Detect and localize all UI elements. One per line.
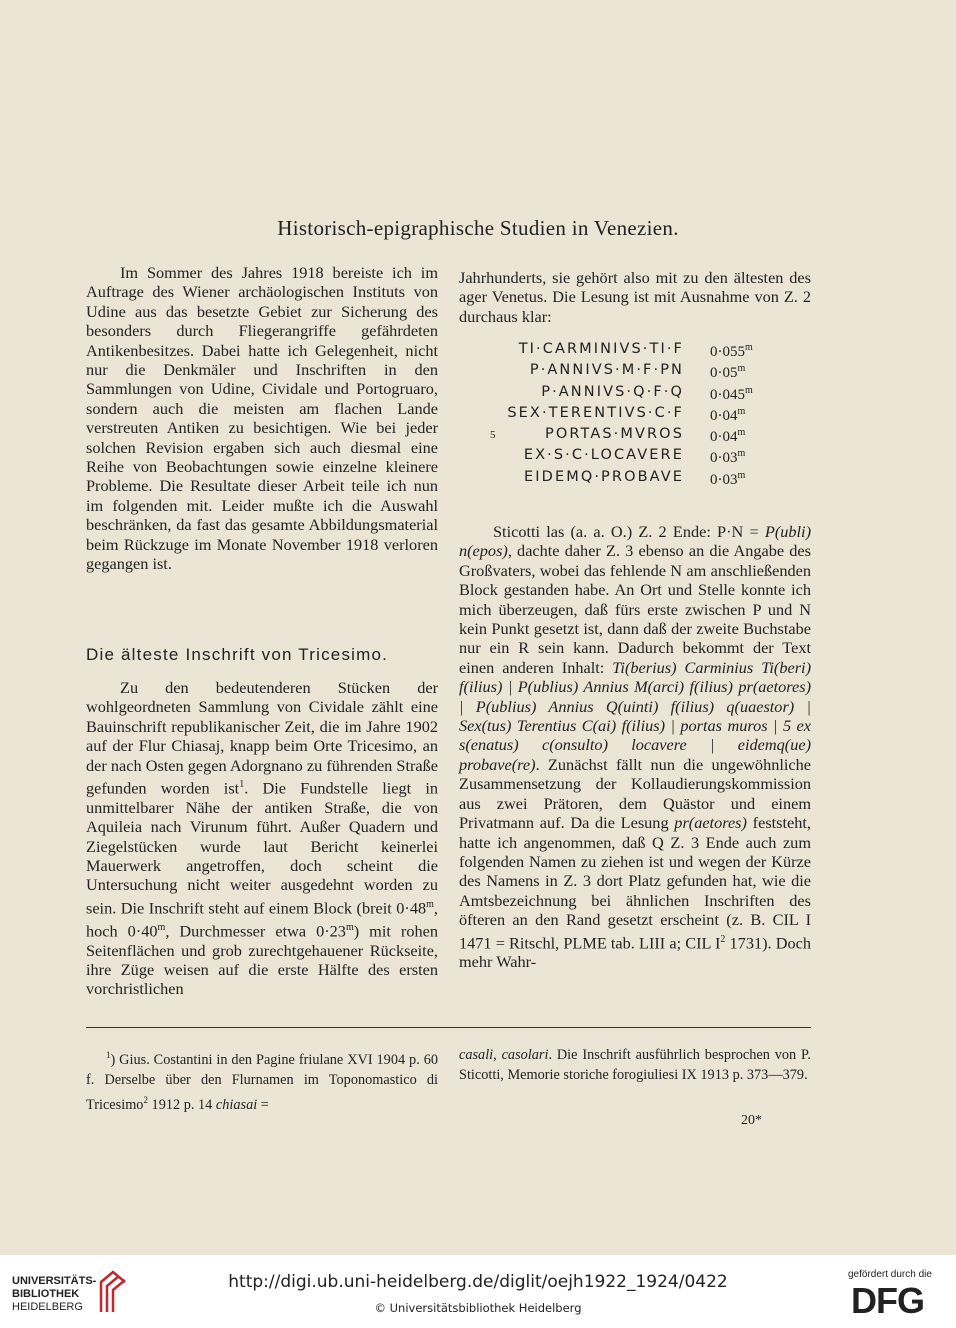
library-logo-text[interactable]: UNIVERSITÄTS- BIBLIOTHEK HEIDELBERG: [12, 1275, 97, 1313]
footnote-left: $^1$) Gius. Costantini in den Pagine friulane XVI 1904 p. 60 f. Derselbe über den Flurnamen im Toponomastico di Tricesimo$^2$ 1912 p. 14 chiasai =: [86, 1050, 438, 1113]
inscription-text: P·ANNIVS·Q·F·Q: [541, 383, 684, 400]
letter-height: $0\cdot 03^m$: [710, 448, 746, 467]
right-column-discussion: [459, 522, 811, 972]
footnote-right: casali, casolari. Die Inschrift ausführlich besprochen von P. Sticotti, Memorie storiche forogiuliesi IX 1913 p. 373—379.: [459, 1047, 811, 1083]
inscription-line: [480, 467, 800, 488]
inscription-line: [480, 360, 800, 381]
inscription-line: [480, 403, 800, 424]
letter-height: $0\cdot 03^m$: [710, 469, 746, 488]
copyright-notice: © Universitätsbibliothek Heidelberg: [374, 1301, 582, 1315]
continuation-paragraph: Jahrhunderts, sie gehört also mit zu den ältesten des ager Venetus. Die Lesung ist mit Ausnahme von Z. 2 durchaus klar:: [459, 268, 811, 326]
inscription-line: [480, 339, 800, 360]
inscription-text: SEX·TERENTIVS·C·F: [507, 404, 684, 421]
section-paragraph: Zu den bedeutenderen Stücken der wohlgeordneten Sammlung von Cividale zählt eine Bauinschrift republikanischer Zeit, die im Jahre 1902 auf der Flur Chiasaj, knapp beim Orte Tricesimo, an der nach Osten gegen Adorgnano zu führenden Straße gefunden worden ist$^1$. Die Fundstelle liegt in unmittelbarer Nähe der antiken Straße, die von Aquileia nach Virunum führt. Außer Quadern und Ziegelstücken wurde laut Bericht keinerlei Mauerwerk angetroffen, doch scheint die Untersuchung nicht weiter ausgedehnt worden zu sein. Die Inschrift steht auf einem Block (breit $0\cdot 48^m$, hoch $0\cdot 40^m$, Durchmesser etwa $0\cdot 23^m$) mit rohen Seitenflächen und grob zurechtgehauener Rückseite, ihre Züge weisen auf die erste Hälfte des ersten vorchristlichen: [86, 678, 438, 999]
inscription-line: [480, 445, 800, 466]
footnote-divider: [86, 1027, 811, 1028]
left-column-section: [86, 678, 438, 999]
discussion-paragraph: Sticotti las (a. a. O.) Z. 2 Ende: P·N = P(ubli) n(epos), dachte daher Z. 3 ebenso an die Angabe des Großvaters, wobei das fehlende N am anschließenden Block gestanden habe. An Ort und Stelle konnte ich mich überzeugen, daß fürs erste zwischen P und N kein Punkt gesetzt ist, dann daß der zweite Buchstabe nur ein R sein kann. Dadurch bekommt der Text einen anderen Inhalt: Ti(berius) Carminius Ti(beri) f(ilius) | P(ublius) Annius M(arci) f(ilius) pr(aetores) | P(ublius) Annius Q(uinti) f(ilius) q(uaestor) | Sex(tus) Terentius C(ai) f(ilius) | portas muros | 5 ex s(enatus) c(onsulto) locavere | eidemq(ue) probave(re). Zunächst fällt nun die ungewöhnliche Zusammensetzung der Kollaudierungskommission aus zwei Prätoren, dem Quästor und einem Privatmann auf. Da die Lesung pr(aetores) feststeht, hatte ich angenommen, daß Q Z. 3 Ende auch zum folgenden Namen zu ziehen ist und wegen der Kürze des Namens in Z. 3 dort Platz gefunden hat, wie die Amtsbezeichnung bei ähnlichen Inschriften des öfteren an den Rand gesetzt erscheint (z. B. CIL I 1471 = Ritschl, PLME tab. LIII a; CIL $I^2$ 1731). Doch mehr Wahr-: [459, 522, 812, 972]
left-column-intro: [86, 263, 438, 574]
inscription-line: [480, 424, 800, 445]
page-title: Historisch-epigraphische Studien in Venezien.: [277, 216, 679, 240]
inscription-text: P·ANNIVS·M·F·PN: [529, 362, 684, 379]
section-heading: Die älteste Inschrift von Tricesimo.: [86, 645, 389, 664]
letter-height: $0\cdot 04^m$: [710, 405, 746, 424]
dfg-logo[interactable]: [851, 1283, 943, 1317]
funding-label: gefördert durch die: [848, 1269, 932, 1280]
letter-height: $0\cdot 04^m$: [710, 427, 746, 446]
inscription-text: PORTAS·MVROS: [545, 426, 684, 443]
letter-height: $0\cdot 045^m$: [710, 384, 753, 403]
inscription-text: TI·CARMINIVS·TI·F: [518, 341, 684, 357]
inscription-text: EX·S·C·LOCAVERE: [523, 447, 684, 464]
page-number: 20*: [741, 1113, 762, 1128]
inscription-text: EIDEMQ·PROBAVE: [524, 468, 684, 485]
viewer-footer: [0, 1255, 956, 1328]
intro-paragraph: Im Sommer des Jahres 1918 bereiste ich im Auftrage des Wiener archäologischen Instituts von Udine aus das besetzte Gebiet zur Sicherung des besonders durch Fliegerangriffe gefährdeten Antikenbesitzes. Dabei hatte ich Gelegenheit, nicht nur die Denkmäler und Inschriften in den Sammlungen von Udine, Cividale und Portogruaro, sondern auch die meisten am flachen Lande verstreuten Antiken zu besichtigen. Wie bei jeder solchen Revision ergaben sich auch diesmal eine Reihe von Beobachtungen sowie einzelne kleinere Probleme. Die Resultate dieser Arbeit teile ich nun im folgenden mit. Leider mußte ich die Auswahl beschränken, da fast das gesamte Abbildungsmaterial beim Rückzuge im Monate November 1918 verloren gegangen ist.: [86, 263, 438, 574]
line-number: 5: [490, 429, 496, 442]
inscription-block: [480, 339, 800, 488]
footnote-ref: 1: [239, 779, 245, 791]
right-column-continuation: [459, 268, 811, 326]
svg-text:DFG: DFG: [851, 1283, 924, 1317]
letter-height: $0\cdot 055^m$: [710, 342, 753, 360]
inscription-line: [480, 382, 800, 403]
reading-text: Ti(berius) Carminius Ti(beri) f(ilius) | P(ublius) Annius M(arci) f(ilius) pr(aetores) | P(ublius) Annius Q(uinti) f(ilius) q(uaestor) | Sex(tus) Terentius C(ai) f(ilius) | portas muros | 5 ex s(enatus) c(onsulto) locavere | eidemq(ue) probave(re): [459, 657, 812, 774]
permalink-url[interactable]: http://digi.ub.uni-heidelberg.de/diglit/oejh1922_1924/0422: [228, 1272, 728, 1292]
letter-height: $0\cdot 05^m$: [710, 363, 746, 382]
